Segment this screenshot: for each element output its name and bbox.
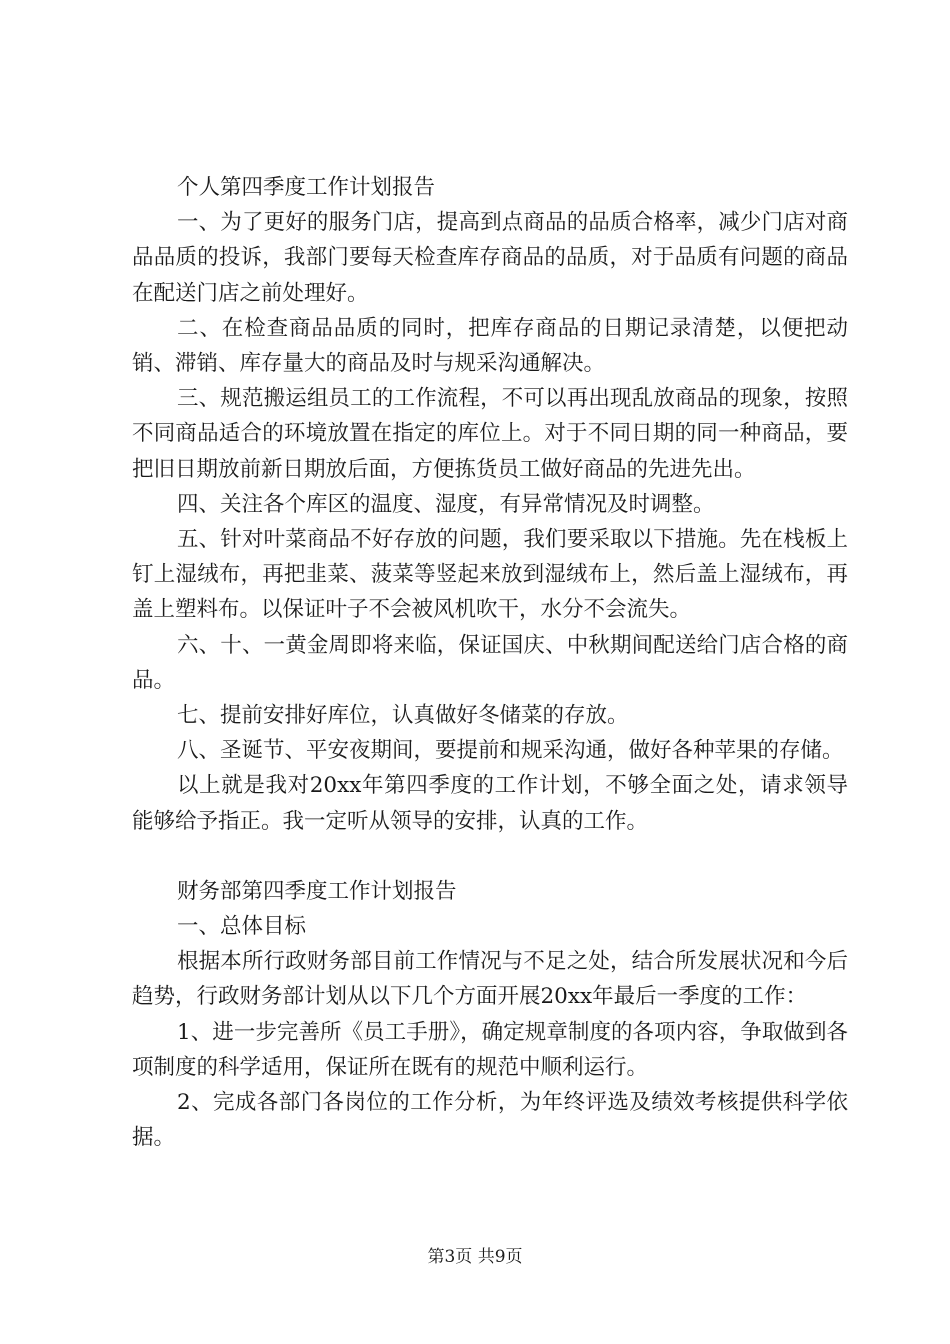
paragraph: 一、为了更好的服务门店，提高到点商品的品质合格率，减少门店对商品品质的投诉，我部门要每天检查库存商品的品质，对于品质有问题的商品在配送门店之前处理好。 [132,210,848,306]
paragraph: 2、完成各部门各岗位的工作分析，为年终评选及绩效考核提供科学依据。 [132,1090,848,1151]
paragraph: 四、关注各个库区的温度、湿度，有异常情况及时调整。 [177,491,715,517]
section-title: 个人第四季度工作计划报告 [177,175,436,200]
paragraph: 二、在检查商品品质的同时，把库存商品的日期记录清楚，以便把动销、滞销、库存量大的商品及时与规采沟通解决。 [132,315,848,377]
paragraph: 五、针对叶菜商品不好存放的问题，我们要采取以下措施。先在栈板上钉上湿绒布，再把韭菜、菠菜等竖起来放到湿绒布上，然后盖上湿绒布，再盖上塑料布。以保证叶子不会被风机吹干，水分不会流失。 [132,527,848,623]
paragraph: 六、十、一黄金周即将来临，保证国庆、中秋期间配送给门店合格的商品。 [132,632,848,693]
paragraph: 1、进一步完善所《员工手册》，确定规章制度的各项内容，争取做到各项制度的科学适用，保证所在既有的规范中顺利运行。 [132,1019,848,1080]
paragraph: 根据本所行政财务部目前工作情况与不足之处，结合所发展状况和今后趋势，行政财务部计划从以下几个方面开展20xx年最后一季度的工作： [132,949,848,1010]
paragraph: 三、规范搬运组员工的工作流程，不可以再出现乱放商品的现象，按照不同商品适合的环境放置在指定的库位上。对于不同日期的同一种商品，要把旧日期放前新日期放后面，方便拣货员工做好商品的先进先出。 [132,386,848,482]
paragraph: 七、提前安排好库位，认真做好冬储菜的存放。 [177,703,629,729]
section-spacer [132,839,848,874]
paragraph: 以上就是我对20xx年第四季度的工作计划，不够全面之处，请求领导能够给予指正。我一定听从领导的安排，认真的工作。 [132,773,848,834]
paragraph: 一、总体目标 [177,914,307,940]
paragraph: 八、圣诞节、平安夜期间，要提前和规采沟通，做好各种苹果的存储。 [177,738,844,764]
section-title: 财务部第四季度工作计划报告 [177,878,457,904]
page-number: 第3页 共9页 [427,1247,523,1267]
document-body [132,170,848,1155]
